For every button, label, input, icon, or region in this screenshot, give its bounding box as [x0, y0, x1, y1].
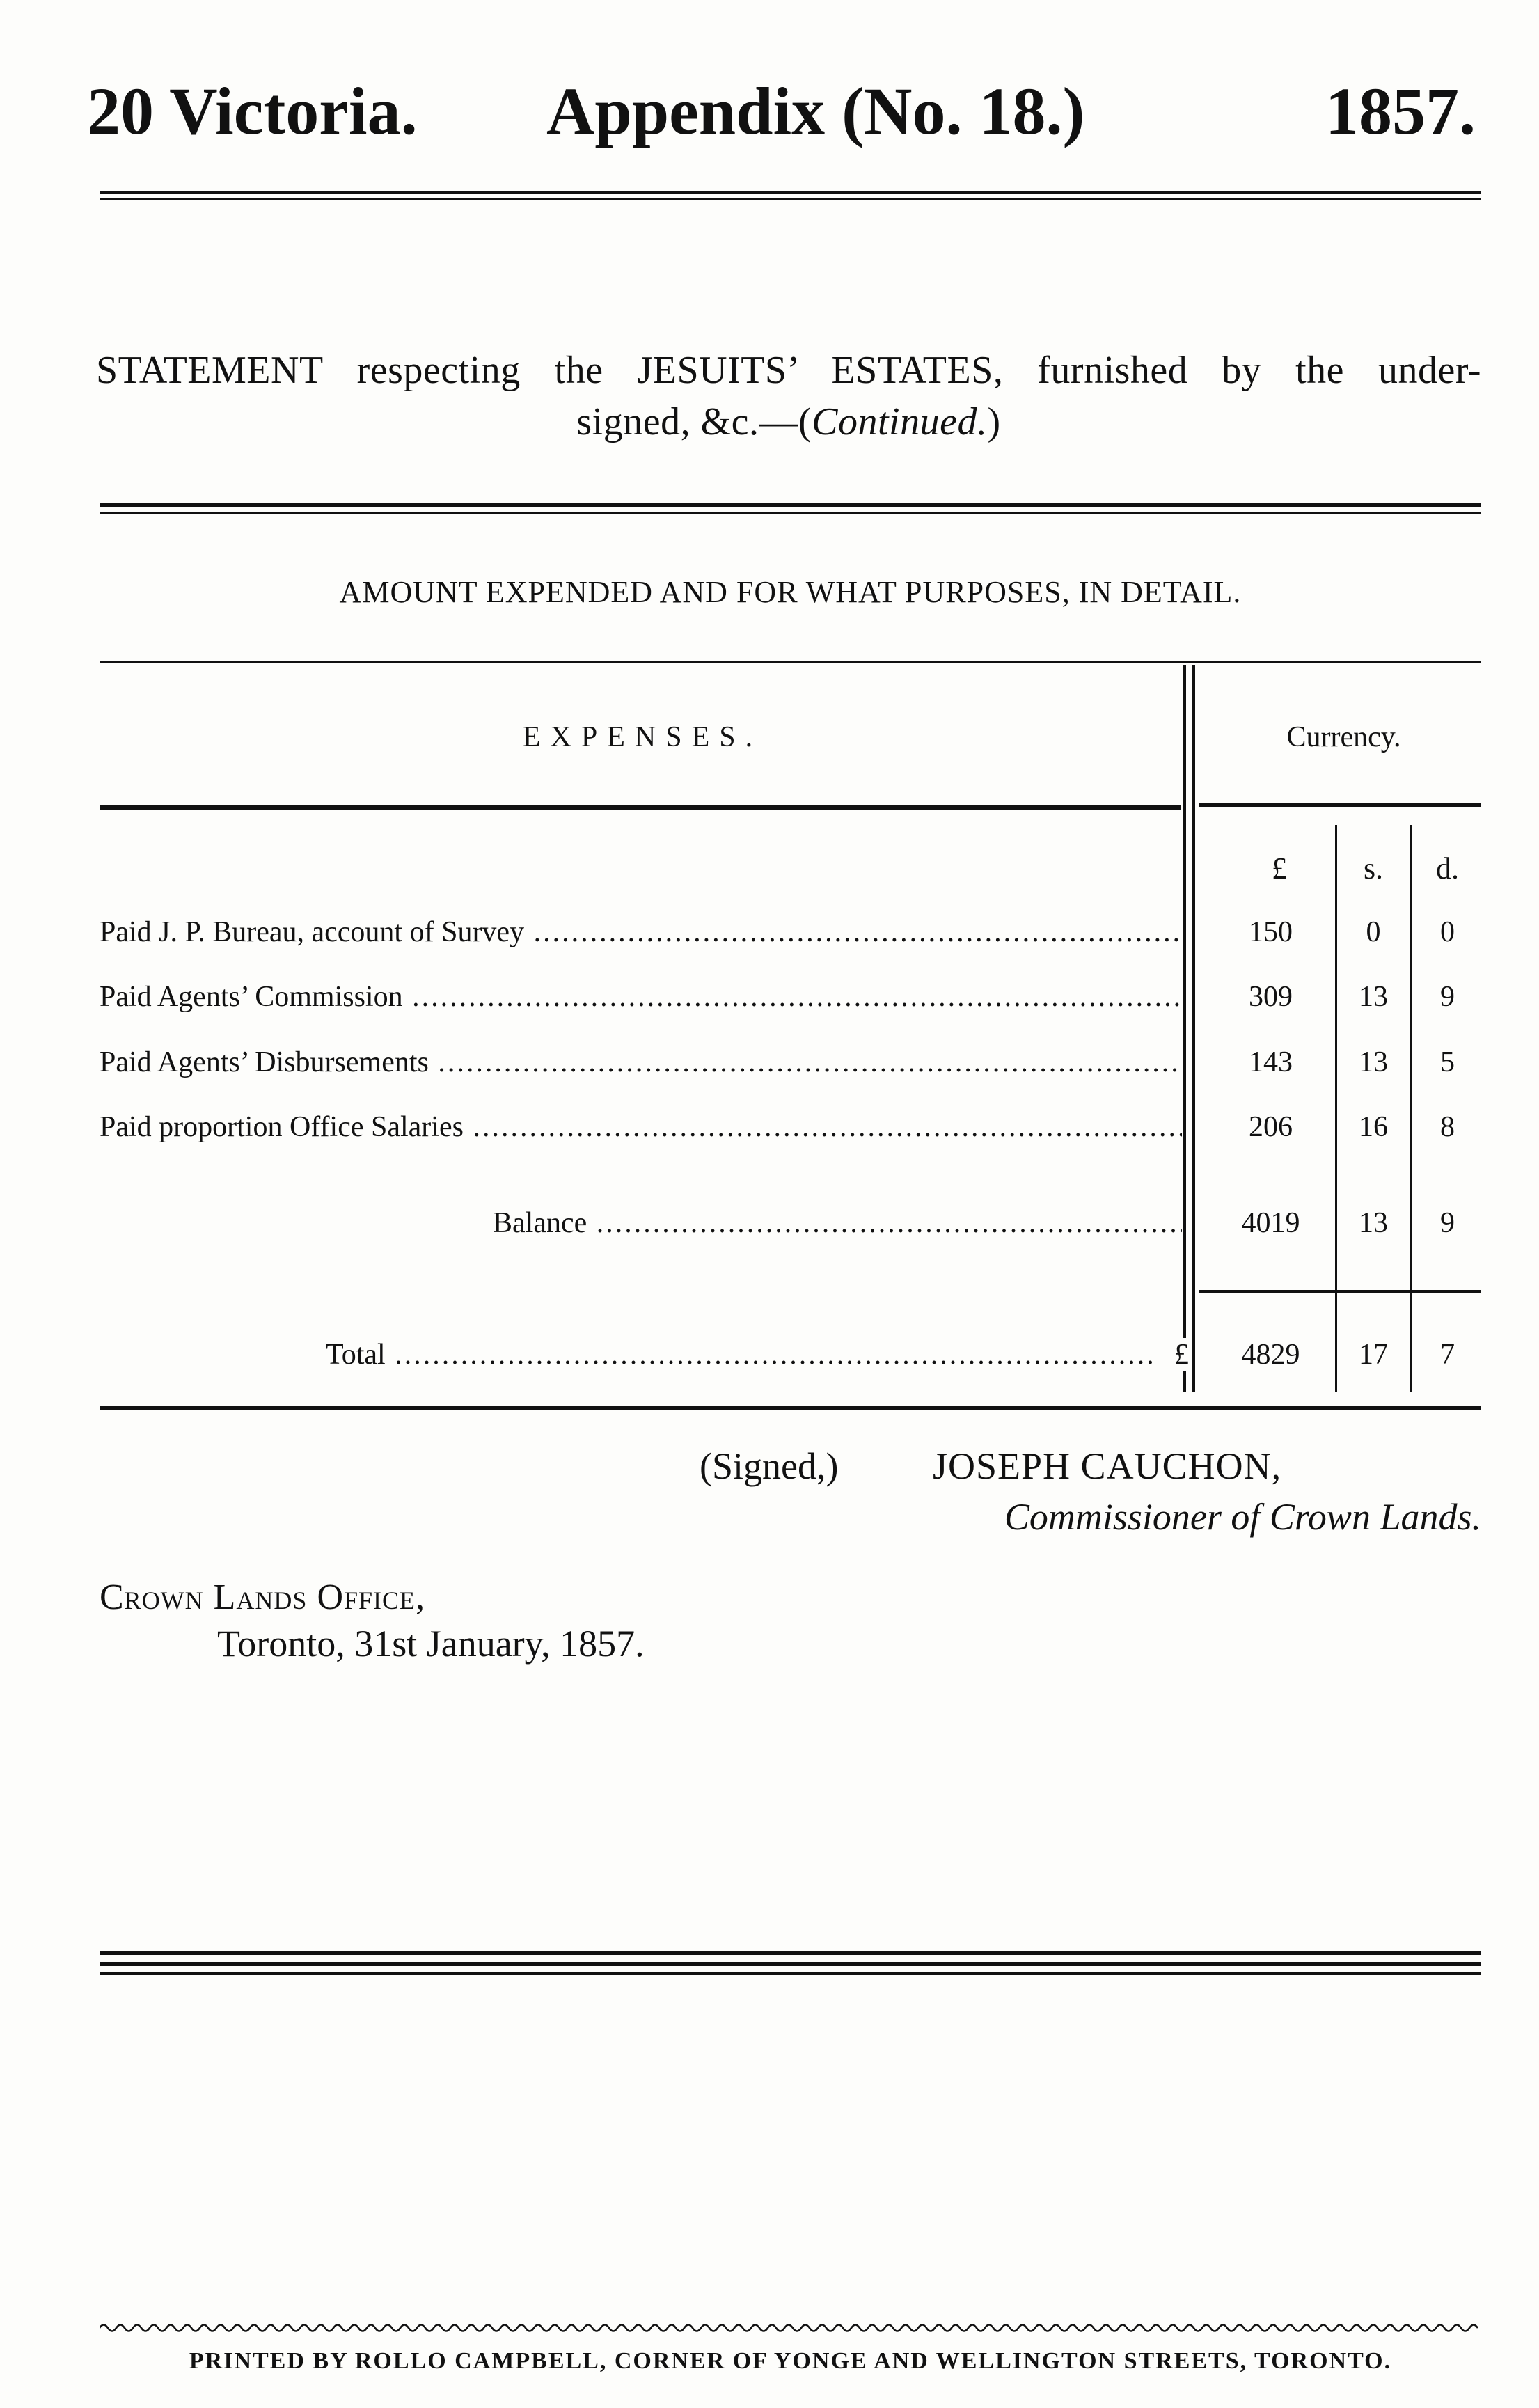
total-currency-mark: £	[1154, 1338, 1189, 1371]
signer-title: Commissioner of Crown Lands.	[1004, 1496, 1481, 1538]
total-label: Total .....	[326, 1338, 1154, 1371]
signed-mark: (Signed,)	[700, 1445, 839, 1487]
table-row	[100, 1110, 1481, 1152]
table-row	[100, 980, 1481, 1022]
title-line2-suffix: )	[987, 400, 1001, 443]
total-pence: 7	[1440, 1339, 1455, 1371]
row-pence: 5	[1440, 1046, 1455, 1078]
end-rule-1	[100, 1951, 1481, 1955]
total-shillings: 17	[1359, 1339, 1388, 1371]
row-shillings: 16	[1359, 1111, 1388, 1143]
statement-title	[96, 345, 1481, 448]
expenses-table	[100, 661, 1481, 1410]
row-label: Paid proportion Office Salaries .....	[100, 1110, 1182, 1144]
pounds-unit-header: £	[1272, 851, 1287, 886]
row-pounds: 206	[1249, 1111, 1293, 1143]
row-shillings: 13	[1359, 1046, 1388, 1078]
header-rule-expenses	[100, 805, 1181, 810]
signer-name: JOSEPH CAUCHON,	[933, 1445, 1282, 1487]
row-pounds: 309	[1249, 981, 1293, 1013]
footer-wavy-rule	[100, 2322, 1481, 2334]
shillings-unit-header: s.	[1363, 851, 1384, 886]
row-pence: 8	[1440, 1111, 1455, 1143]
row-pounds: 150	[1249, 916, 1293, 948]
table-subheading: AMOUNT EXPENDED AND FOR WHAT PURPOSES, IN DETAIL.	[339, 575, 1242, 609]
total-row	[100, 1338, 1481, 1380]
pence-unit-header: d.	[1436, 851, 1459, 886]
title-rule-thin	[100, 512, 1481, 514]
total-pounds: 4829	[1241, 1339, 1300, 1371]
balance-label: Balance .....	[493, 1206, 1182, 1240]
row-label: Paid Agents’ Commission .....	[100, 980, 1182, 1014]
end-rule-2	[100, 1962, 1481, 1966]
title-rule-thick	[100, 503, 1481, 507]
header-rule-currency	[1199, 803, 1481, 807]
running-head	[87, 73, 1476, 150]
row-pence: 9	[1440, 981, 1455, 1013]
row-pounds: 143	[1249, 1046, 1293, 1078]
statement-title-line1: STATEMENT respecting the JESUITS’ ESTATES, furnished by the under-	[96, 349, 1481, 392]
pence-divider	[1410, 825, 1412, 1392]
table-row	[100, 915, 1481, 957]
expenses-column-header: EXPENSES.	[522, 721, 763, 753]
end-rule-3	[100, 1972, 1481, 1975]
total-sum-rule	[1199, 1290, 1481, 1293]
head-rule-top	[100, 191, 1481, 194]
shillings-divider	[1335, 825, 1337, 1392]
balance-pence: 9	[1440, 1207, 1455, 1239]
row-shillings: 13	[1359, 981, 1388, 1013]
row-label: Paid Agents’ Disbursements .....	[100, 1046, 1182, 1079]
row-shillings: 0	[1366, 916, 1381, 948]
row-pence: 0	[1440, 916, 1455, 948]
title-line2-prefix: signed, &c.—(	[576, 400, 812, 443]
running-head-regnal-year: 20 Victoria.	[87, 74, 418, 148]
table-divider-left	[1183, 665, 1186, 1392]
title-continued: Continued.	[812, 400, 988, 443]
statement-title-line2	[96, 396, 1481, 448]
balance-pounds: 4019	[1241, 1207, 1300, 1239]
place-and-date: Toronto, 31st January, 1857.	[217, 1623, 645, 1665]
head-rule-bottom	[100, 198, 1481, 200]
table-divider-right	[1192, 665, 1195, 1392]
running-head-appendix: Appendix (No. 18.)	[546, 74, 1085, 148]
office-name: Crown Lands Office,	[100, 1577, 426, 1617]
balance-row	[100, 1206, 1481, 1248]
currency-column-header: Currency.	[1286, 721, 1401, 753]
row-label: Paid J. P. Bureau, account of Survey .....	[100, 915, 1182, 949]
table-top-rule	[100, 661, 1481, 663]
running-head-year: 1857.	[1325, 74, 1476, 148]
balance-shillings: 13	[1359, 1207, 1388, 1239]
table-bottom-rule	[100, 1406, 1481, 1410]
table-row	[100, 1046, 1481, 1087]
printer-imprint: PRINTED BY ROLLO CAMPBELL, CORNER OF YONGE AND WELLINGTON STREETS, TORONTO.	[189, 2348, 1392, 2374]
